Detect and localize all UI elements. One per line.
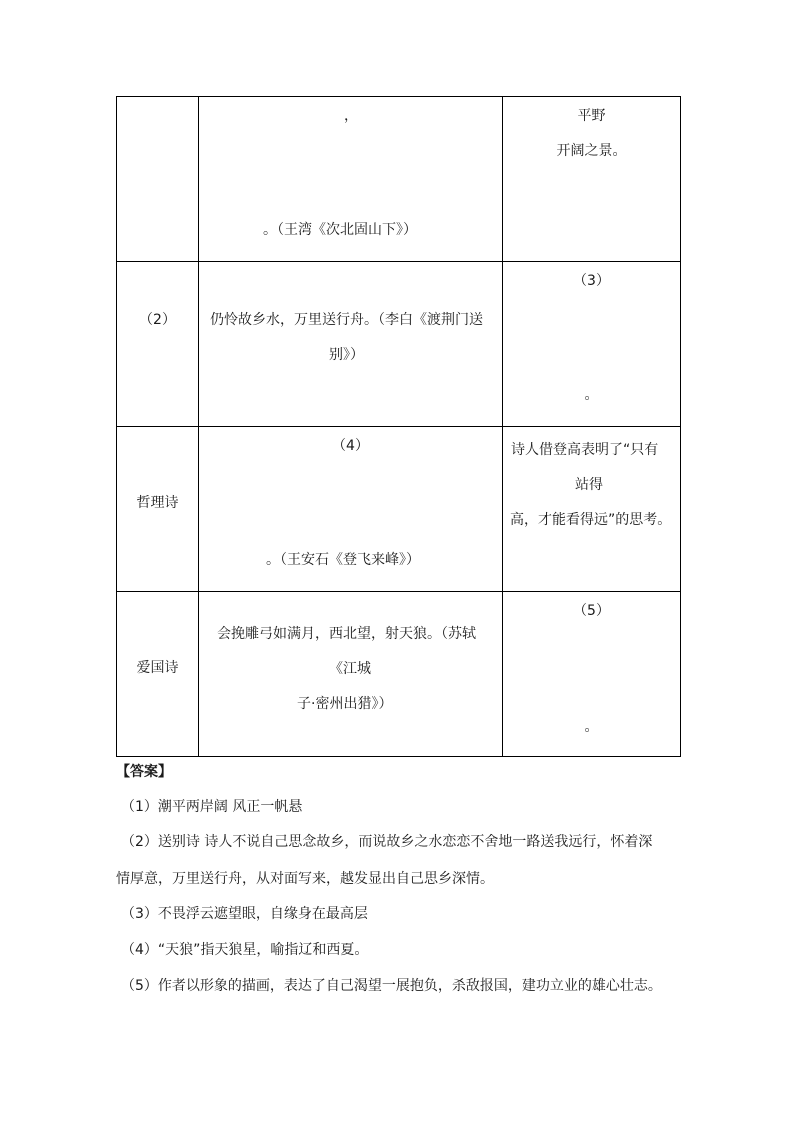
answer-line: 情厚意，万里送行舟，从对面写来，越发显出自己思乡深情。 bbox=[116, 871, 494, 887]
table-row bbox=[117, 592, 681, 757]
poem-line: 会挽雕弓如满月，西北望，射天狼。（苏轼 bbox=[217, 626, 476, 642]
analysis-line: （3） bbox=[573, 273, 610, 289]
poem-cell bbox=[199, 262, 503, 427]
poem-line: 仍怜故乡水，万里送行舟。（李白《渡荆门送 bbox=[210, 312, 483, 328]
category-cell bbox=[117, 592, 199, 757]
poem-line: （4） bbox=[332, 438, 369, 454]
poem-cell bbox=[199, 97, 503, 262]
category-cell bbox=[117, 262, 199, 427]
poem-line: 。（王安石《登飞来峰》） bbox=[266, 552, 420, 568]
answer-line: （1）潮平两岸阔 风正一帆悬 bbox=[121, 799, 303, 815]
table-row bbox=[117, 427, 681, 592]
table-row bbox=[117, 262, 681, 427]
table-row bbox=[117, 97, 681, 262]
answer-line: （5）作者以形象的描画，表达了自己渴望一展抱负，杀敌报国，建功立业的雄心壮志。 bbox=[121, 978, 662, 994]
poem-cell bbox=[199, 427, 503, 592]
answer-line: （3）不畏浮云遮望眼，自缘身在最高层 bbox=[121, 906, 368, 922]
category-label: 哲理诗 bbox=[136, 495, 179, 511]
analysis-line: 诗人借登高表明了“只有 bbox=[511, 442, 659, 458]
category-cell bbox=[117, 427, 199, 592]
analysis-line: 高，才能看得远”的思考。 bbox=[510, 512, 672, 528]
poem-cell bbox=[199, 592, 503, 757]
answer-line: （2）送别诗 诗人不说自己思念故乡，而说故乡之水恋恋不舍地一路送我远行，怀着深 bbox=[121, 834, 653, 850]
analysis-line: 。 bbox=[584, 387, 599, 403]
analysis-cell bbox=[503, 427, 681, 592]
poem-line: 。（王湾《次北固山下》） bbox=[263, 222, 417, 238]
analysis-cell bbox=[503, 592, 681, 757]
analysis-line: 开阔之景。 bbox=[556, 143, 627, 159]
analysis-cell bbox=[503, 262, 681, 427]
analysis-cell bbox=[503, 97, 681, 262]
category-label: 爱国诗 bbox=[136, 660, 179, 676]
answer-title: 【答案】 bbox=[116, 764, 172, 780]
category-label: （2） bbox=[139, 312, 176, 328]
category-cell bbox=[117, 97, 199, 262]
analysis-line: 平野 bbox=[577, 108, 606, 124]
analysis-line: （5） bbox=[573, 603, 610, 619]
analysis-line: 站得 bbox=[575, 477, 603, 493]
poem-table bbox=[116, 96, 681, 757]
answer-line: （4）“天狼”指天狼星，喻指辽和西夏。 bbox=[121, 942, 369, 958]
poem-line: ， bbox=[344, 108, 358, 124]
analysis-line: 。 bbox=[584, 719, 599, 735]
poem-line: 《江城 bbox=[329, 661, 371, 677]
poem-line: 子·密州出猎》） bbox=[297, 696, 393, 712]
poem-line: 别》） bbox=[329, 347, 364, 363]
